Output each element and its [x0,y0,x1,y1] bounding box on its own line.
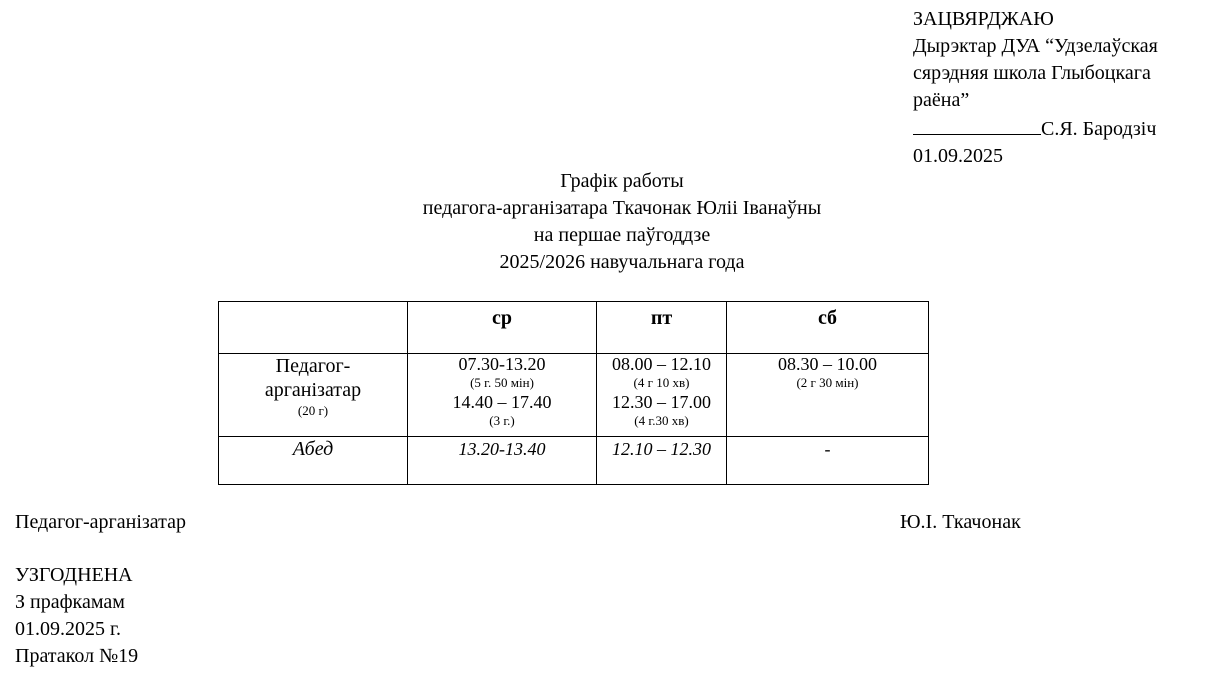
table-row [219,437,929,485]
header-empty [219,302,408,354]
role-hours: (20 г) [297,403,329,418]
title-line3: на першае паўгоддзе [533,224,711,246]
lunch-fri-cell: 12.10 – 12.30 [597,437,727,485]
approval-signer: С.Я. Бародзіч [1041,118,1157,140]
wed-time1: 07.30-13.20 [458,354,546,374]
wed-note1: (5 г. 50 мін) [470,375,534,390]
role-line2: арганізатар [264,379,362,401]
wed-work-cell [408,354,597,437]
title-line2: педагога-арганізатара Ткачонак Юліі Іванаўны [422,197,822,219]
title-line1: Графік работы [560,170,684,192]
approval-position-line3: раёна” [913,89,970,111]
sat-time1: 08.30 – 10.00 [778,354,877,374]
signature-blank-line [913,114,1041,135]
sat-work-cell [727,354,929,437]
schedule-table [218,301,929,485]
wed-note2: (3 г.) [489,413,515,428]
agreed-line3: Пратакол №19 [15,645,139,667]
agreed-block [15,562,138,670]
lunch-label-cell: Абед [219,437,408,485]
title-line4: 2025/2026 навучальнага года [499,251,745,273]
role-cell [219,354,408,437]
agreed-line2: 01.09.2025 г. [15,618,121,640]
sat-note1: (2 г 30 мін) [796,375,859,390]
signature-name: Ю.І. Ткачонак [900,511,1021,533]
fri-note1: (4 г 10 хв) [633,375,690,390]
approval-signature-row [913,114,1215,143]
document-title [220,168,1024,276]
approval-position-line2: сярэдняя школа Глыбоцкага [913,62,1151,84]
table-header-row [219,302,929,354]
fri-time1: 08.00 – 12.10 [612,354,711,374]
lunch-wed-cell: 13.20-13.40 [408,437,597,485]
lunch-sat-cell: - [727,437,929,485]
signature-role: Педагог-арганізатар [15,511,187,533]
fri-note2: (4 г.30 хв) [634,413,689,428]
header-sat: сб [727,302,929,354]
agreed-line1: З прафкамам [15,591,125,613]
approval-block [913,6,1215,170]
fri-work-cell [597,354,727,437]
wed-time2: 14.40 – 17.40 [452,392,552,412]
approval-date: 01.09.2025 [913,145,1003,167]
approval-heading: ЗАЦВЯРДЖАЮ [913,8,1054,30]
fri-time2: 12.30 – 17.00 [612,392,711,412]
role-line1: Педагог- [275,355,351,377]
approval-position-line1: Дырэктар ДУА “Удзелаўская [913,35,1158,57]
header-wed: ср [408,302,597,354]
header-fri: пт [597,302,727,354]
table-row [219,354,929,437]
agreed-heading: УЗГОДНЕНА [15,564,133,586]
